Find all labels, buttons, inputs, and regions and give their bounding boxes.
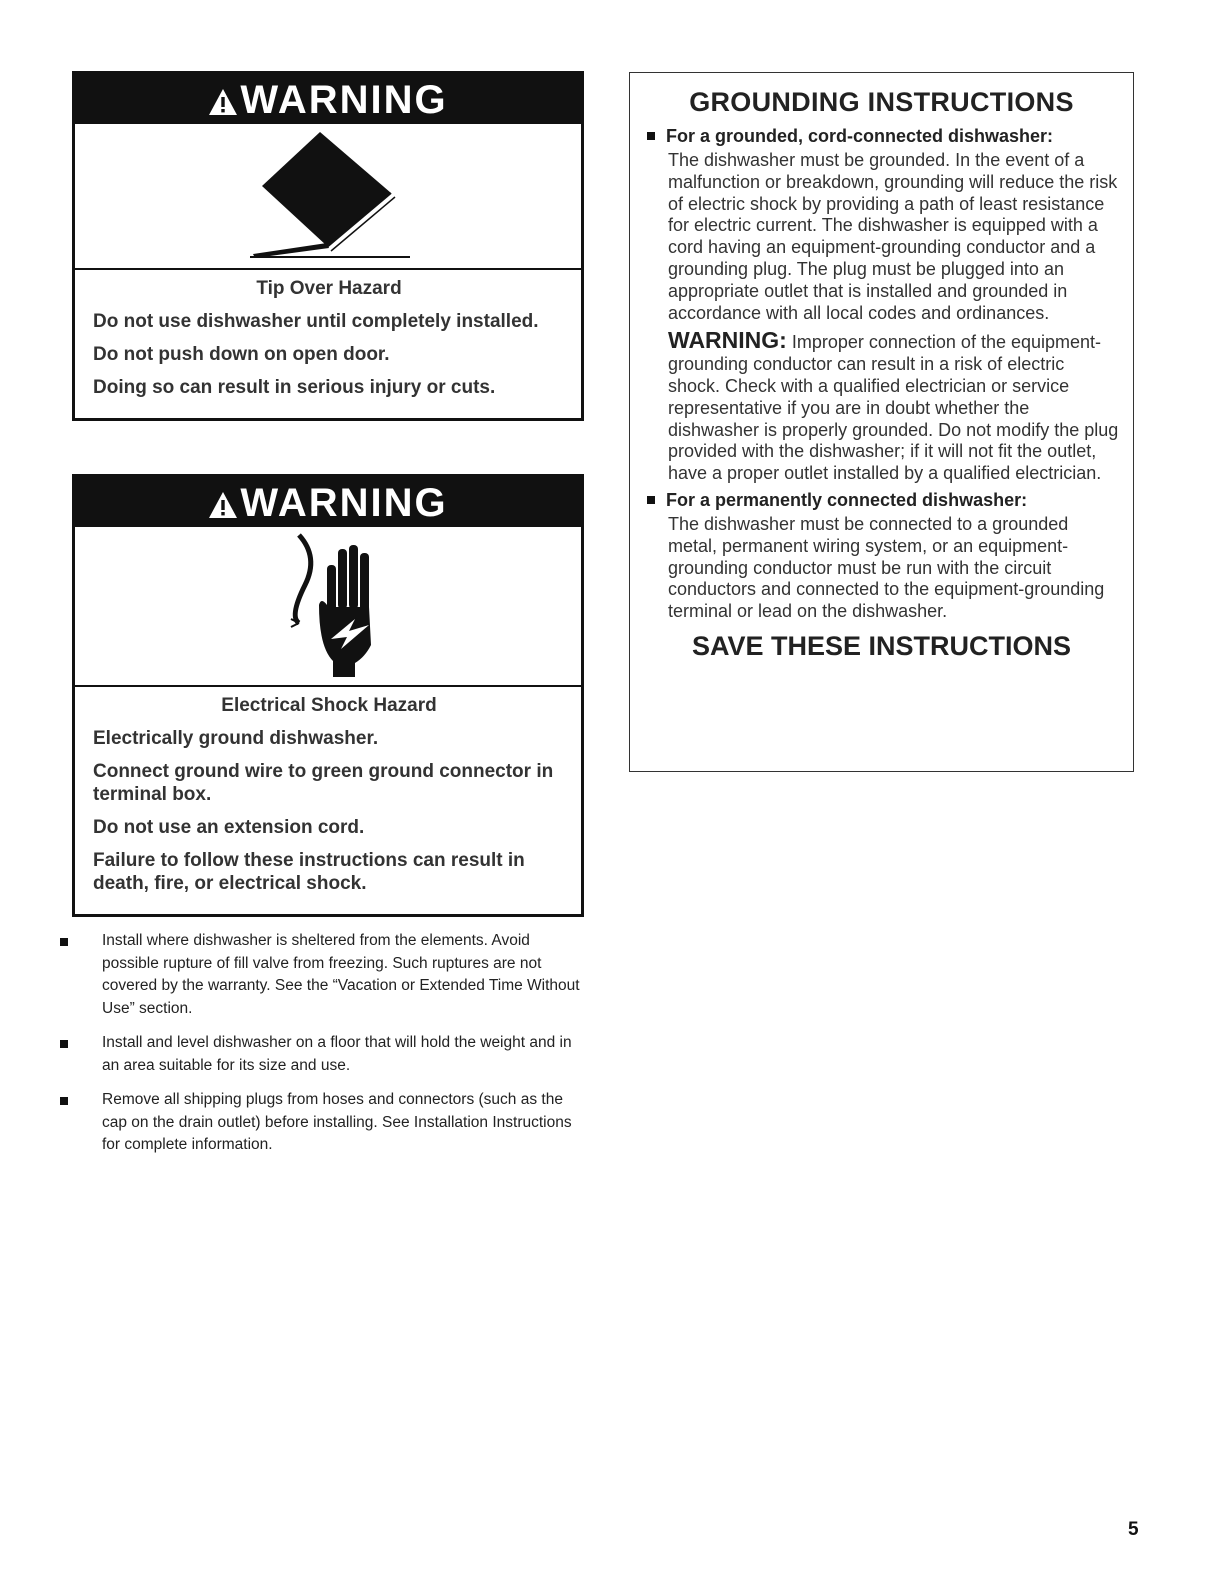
bullet-square-icon (60, 938, 68, 946)
electrical-shock-warning-box (72, 474, 584, 917)
list-item: Install where dishwasher is sheltered from the elements. Avoid possible rupture of fill valve from freezing. Such ruptures are not covered by the warranty. See the “Vacation or Extended Time Without Use” section. (60, 930, 590, 1020)
list-item: Install and level dishwasher on a floor that will hold the weight and in an area suitable for its size and use. (60, 1032, 590, 1077)
corded-paragraph: The dishwasher must be grounded. In the event of a malfunction or breakdown, grounding will reduce the risk of electric shock by providing a path of least resistance for electric current. The dishwasher is equipped with a cord having an equipment-grounding conductor and a grounding plug. The plug must be plugged into an appropriate outlet that is installed and grounded in accordance with all local codes and ordinances. (668, 150, 1118, 323)
warning-text: Improper connection of the equipment-grounding conductor can result in a risk of electric shock. Check with a qualified electrician or service representative if you are in doubt whether the dishwasher is properly grounded. Do not modify the plug provided with the dishwasher; if it will not fit the outlet, have a proper outlet installed by a qualified electrician. (668, 332, 1119, 484)
bullet-square-icon (60, 1097, 68, 1105)
warning-header: WARNING (75, 477, 581, 527)
tip-over-illustration (75, 124, 581, 270)
warning-line: Do not use dishwasher until completely installed. (93, 311, 539, 332)
hazard-title: Electrical Shock Hazard (221, 695, 437, 716)
warning-paragraph (630, 327, 1133, 485)
warning-line: Failure to follow these instructions can result in death, fire, or electrical shock. (93, 850, 525, 894)
warning-triangle-icon (208, 491, 238, 519)
grounding-instructions-box (629, 72, 1134, 772)
warning-line: Connect ground wire to green ground connector in terminal box. (93, 761, 554, 805)
hazard-title: Tip Over Hazard (256, 278, 402, 299)
warning-line: Doing so can result in serious injury or cuts. (93, 377, 496, 398)
warning-line: Do not use an extension cord. (93, 817, 365, 838)
page-number: 5 (1128, 1519, 1139, 1540)
shock-illustration (75, 527, 581, 687)
save-instructions-heading: SAVE THESE INSTRUCTIONS (691, 630, 1072, 661)
bullet-square-icon (60, 1040, 68, 1048)
warning-label: WARNING: (668, 327, 787, 354)
permanent-heading: For a permanently connected dishwasher: (630, 490, 1133, 511)
warning-triangle-icon (208, 88, 238, 116)
list-item: Remove all shipping plugs from hoses and connectors (such as the cap on the drain outlet) before installing. See Installation Instructions for complete information. (60, 1089, 590, 1157)
warning-line: Do not push down on open door. (93, 344, 390, 365)
shock-text (75, 687, 581, 915)
tipping-dishwasher-icon (75, 124, 581, 268)
permanent-paragraph: The dishwasher must be connected to a grounded metal, permanent wiring system, or an equipment-grounding conductor must be run with the circuit conductors and connected to the equipment-grounding terminal or lead on the dishwasher. (668, 513, 1105, 622)
install-bullet-list (60, 930, 590, 1169)
corded-heading: For a grounded, cord-connected dishwasher: (630, 126, 1133, 147)
grounding-title: GROUNDING INSTRUCTIONS (689, 87, 1074, 117)
bullet-square-icon (647, 496, 655, 504)
warning-line: Electrically ground dishwasher. (93, 728, 379, 749)
tip-over-warning-box (72, 71, 584, 421)
tip-over-text (75, 270, 581, 419)
warning-header: WARNING (75, 74, 581, 124)
bullet-square-icon (647, 132, 655, 140)
hand-shock-icon (75, 527, 581, 685)
